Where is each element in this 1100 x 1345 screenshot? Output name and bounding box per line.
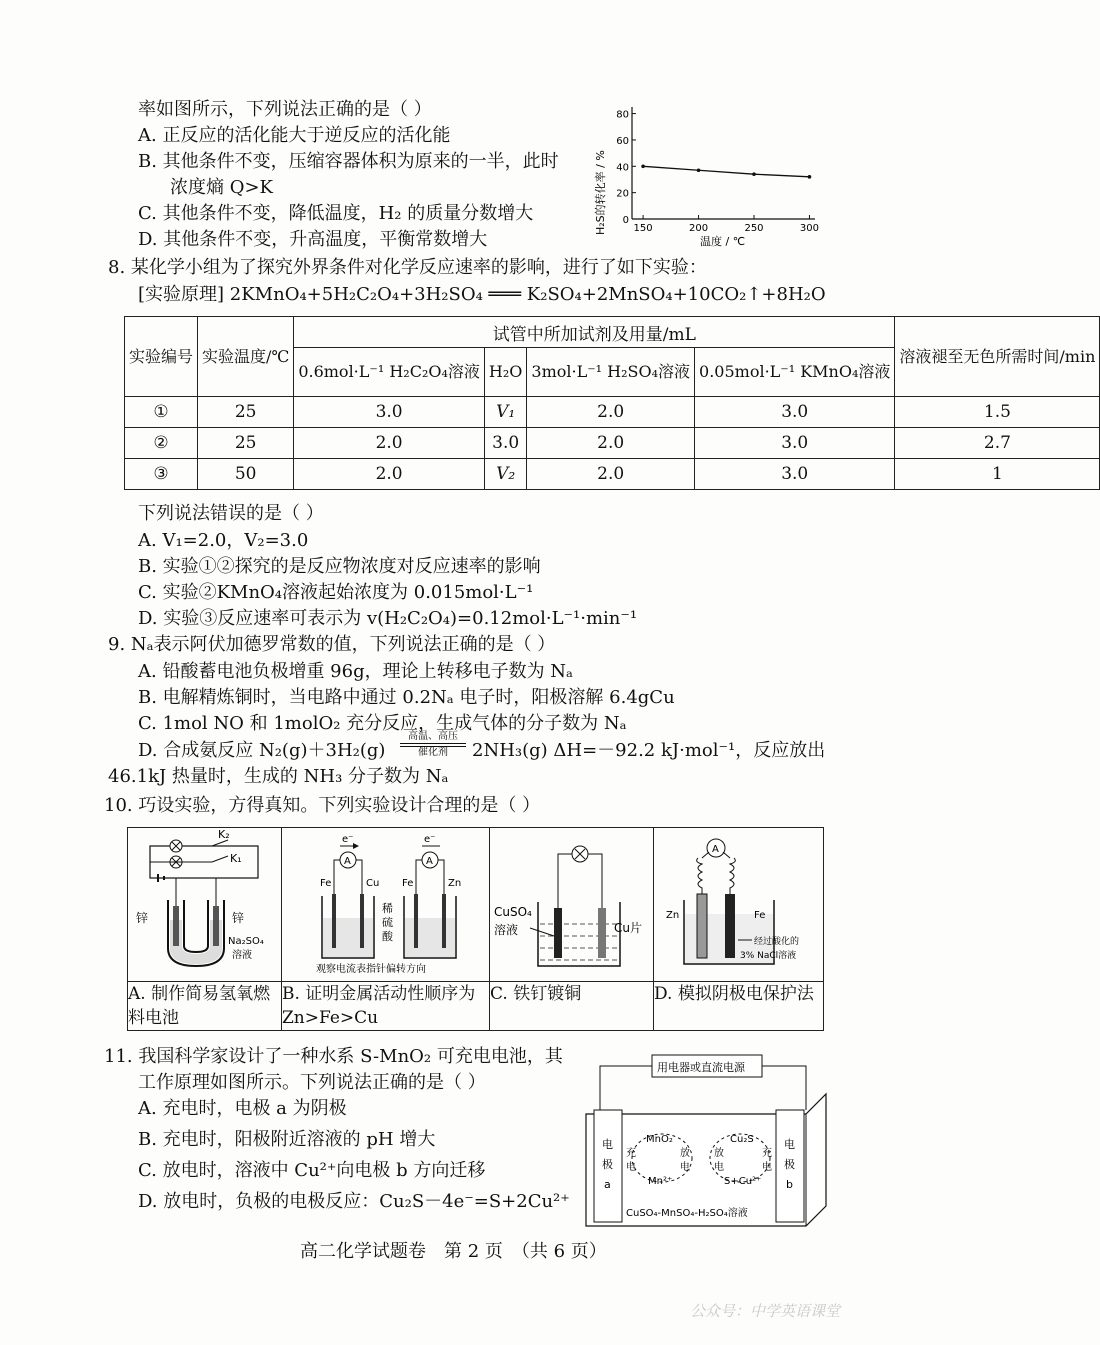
svg-text:CuSO₄-MnSO₄-H₂SO₄溶液: CuSO₄-MnSO₄-H₂SO₄溶液 (626, 1208, 748, 1219)
chart-ylabel: H₂S的转化率 / % (594, 150, 607, 235)
svg-text:锌: 锌 (232, 911, 245, 925)
q8-option-d: D. 实验③反应速率可表示为 v(H₂C₂O₄)=0.12mol·L⁻¹·min⁻¹ (138, 608, 638, 629)
svg-text:充: 充 (626, 1148, 636, 1159)
table-row: ② 25 2.0 3.0 2.0 3.0 2.7 (125, 428, 1100, 459)
q10-figure-grid (127, 827, 824, 1031)
q8-stem: 8. 某化学小组为了探究外界条件对化学反应速率的影响，进行了如下实验： (108, 257, 707, 278)
q11-option-a: A. 充电时，电极 a 为阴极 (138, 1098, 347, 1119)
q7-option-c: C. 其他条件不变，降低温度，H₂ 的质量分数增大 (138, 203, 534, 224)
reaction-condition: 高温、高压 催化剂 (398, 731, 468, 759)
table-row: ③ 50 2.0 V₂ 2.0 3.0 1 (125, 459, 1100, 490)
svg-text:电: 电 (680, 1162, 690, 1173)
svg-text:电: 电 (784, 1138, 795, 1151)
svg-text:经过酸化的: 经过酸化的 (754, 937, 800, 947)
page-footer: 高二化学试题卷 第 2 页 （共 6 页） (300, 1241, 607, 1262)
svg-text:Cu₂S: Cu₂S (730, 1134, 754, 1145)
svg-text:b: b (786, 1178, 793, 1191)
conversion-chart (590, 95, 825, 250)
svg-text:A: A (712, 844, 719, 855)
q9-option-b: B. 电解精炼铜时，当电路中通过 0.2Nₐ 电子时，阳极溶解 6.4gCu (138, 687, 675, 708)
svg-text:电: 电 (762, 1162, 772, 1173)
svg-text:溶液: 溶液 (494, 923, 519, 937)
svg-text:a: a (604, 1178, 611, 1191)
svg-text:e⁻: e⁻ (342, 834, 354, 845)
q8-option-c: C. 实验②KMnO₄溶液起始浓度为 0.015mol·L⁻¹ (138, 582, 534, 603)
activity-series-figure (282, 828, 489, 976)
svg-text:S+Cu²⁺: S+Cu²⁺ (724, 1176, 762, 1187)
fig-b-caption: B. 证明金属活动性顺序为 Zn>Fe>Cu (282, 982, 490, 1031)
th-number: 实验编号 (125, 317, 198, 397)
q11-stem: 11. 我国科学家设计了一种水系 S-MnO₂ 可充电电池，其 (104, 1046, 563, 1067)
svg-text:Cu片: Cu片 (614, 921, 642, 935)
q11-option-b: B. 充电时，阳极附近溶液的 pH 增大 (138, 1129, 436, 1150)
y-tick-label: 20 (616, 188, 629, 200)
svg-text:A: A (344, 856, 351, 867)
q8-option-a: A. V₁=2.0，V₂=3.0 (138, 530, 309, 551)
svg-text:K₁: K₁ (230, 852, 242, 865)
copper-plating-figure (490, 828, 653, 976)
y-tick-label: 0 (622, 215, 629, 226)
data-point (641, 164, 645, 168)
th-kmno4: 0.05mol·L⁻¹ KMnO₄溶液 (695, 348, 895, 397)
q7-option-a: A. 正反应的活化能大于逆反应的活化能 (138, 125, 451, 146)
svg-text:电: 电 (714, 1162, 724, 1173)
fig-a-cell (128, 828, 282, 982)
q9-option-a: A. 铅酸蓄电池负极增重 96g，理论上转移电子数为 Nₐ (138, 661, 574, 682)
svg-text:Na₂SO₄: Na₂SO₄ (228, 936, 264, 947)
svg-text:用电器或直流电源: 用电器或直流电源 (657, 1061, 745, 1074)
svg-text:Zn: Zn (448, 878, 462, 889)
svg-text:观察电流表指针偏转方向: 观察电流表指针偏转方向 (316, 964, 426, 975)
svg-text:Fe: Fe (402, 878, 414, 889)
x-tick-label: 250 (744, 223, 764, 234)
y-tick-label: 60 (616, 135, 629, 147)
svg-text:K₂: K₂ (218, 828, 230, 841)
q8-option-b: B. 实验①②探究的是反应物浓度对反应速率的影响 (138, 556, 541, 577)
y-tick-label: 80 (616, 109, 629, 121)
q7-stem-end: 率如图所示，下列说法正确的是（ ） (138, 99, 432, 120)
th-h2so4: 3mol·L⁻¹ H₂SO₄溶液 (527, 348, 695, 397)
svg-text:Mn²⁺: Mn²⁺ (648, 1176, 673, 1187)
y-tick-label: 40 (616, 162, 629, 174)
data-point (752, 172, 756, 176)
svg-text:放: 放 (714, 1148, 724, 1159)
q11-option-c: C. 放电时，溶液中 Cu²⁺向电极 b 方向迁移 (138, 1160, 486, 1181)
data-point (808, 175, 812, 179)
x-tick-label: 200 (688, 223, 709, 234)
q7-option-b: B. 其他条件不变，压缩容器体积为原来的一半，此时 (138, 151, 559, 172)
fig-c-caption: C. 铁钉镀铜 (490, 982, 654, 1031)
svg-text:Zn: Zn (666, 910, 680, 921)
data-point (697, 168, 701, 172)
svg-text:Fe: Fe (320, 878, 332, 889)
svg-text:极: 极 (784, 1158, 795, 1171)
svg-text:e⁻: e⁻ (424, 834, 436, 845)
watermark: 公众号：中学英语课堂 (690, 1302, 841, 1320)
svg-text:酸: 酸 (382, 930, 393, 943)
x-tick-label: 150 (633, 223, 653, 234)
chart-xlabel: 温度 / ℃ (700, 235, 746, 248)
fig-d-cell (654, 828, 824, 982)
svg-text:MnO₂: MnO₂ (646, 1134, 673, 1145)
battery-figure (580, 1050, 830, 1235)
q9-option-d-cont: 2NH₃(g) ΔH=－92.2 kJ·mol⁻¹，反应放出 (472, 740, 826, 761)
fig-c-cell (490, 828, 654, 982)
q11-option-d: D. 放电时，负极的电极反应：Cu₂S－4e⁻=S+2Cu²⁺ (138, 1191, 570, 1212)
th-h2c2o4: 0.6mol·L⁻¹ H₂C₂O₄溶液 (294, 348, 485, 397)
q9-option-d-cont2: 46.1kJ 热量时，生成的 NH₃ 分子数为 Nₐ (108, 766, 449, 787)
q8-ask: 下列说法错误的是（ ） (138, 503, 324, 524)
svg-text:电: 电 (626, 1162, 636, 1173)
q8-principle: [实验原理] 2KMnO₄+5H₂C₂O₄+3H₂SO₄ ═══ K₂SO₄+2MnSO₄+10CO₂↑+8H₂O (138, 284, 826, 305)
experiment-table (124, 316, 1100, 490)
svg-text:3% NaCl溶液: 3% NaCl溶液 (740, 951, 797, 961)
svg-text:Cu: Cu (366, 878, 380, 889)
q10-stem: 10. 巧设实验，方得真知。下列实验设计合理的是（ ） (104, 795, 541, 816)
fig-b-cell (282, 828, 490, 982)
conversion-line (643, 166, 809, 177)
table-row: ① 25 3.0 V₁ 2.0 3.0 1.5 (125, 397, 1100, 428)
cathodic-protection-figure (654, 828, 823, 976)
svg-text:稀: 稀 (382, 902, 393, 915)
svg-text:极: 极 (602, 1158, 613, 1171)
svg-text:溶液: 溶液 (232, 950, 252, 961)
svg-text:放: 放 (680, 1148, 690, 1159)
svg-text:CuSO₄: CuSO₄ (494, 905, 532, 919)
svg-text:硫: 硫 (382, 916, 393, 929)
q9-option-c: C. 1mol NO 和 1molO₂ 充分反应，生成气体的分子数为 Nₐ (138, 713, 627, 734)
svg-text:Fe: Fe (754, 910, 766, 921)
svg-text:电: 电 (602, 1138, 613, 1151)
svg-text:锌: 锌 (136, 911, 149, 925)
q9-option-d: D. 合成氨反应 N₂(g)＋3H₂(g) (138, 740, 386, 761)
th-temperature: 实验温度/℃ (198, 317, 294, 397)
th-reagents: 试管中所加试剂及用量/mL (294, 317, 895, 348)
x-tick-label: 300 (799, 223, 820, 234)
svg-text:充: 充 (762, 1148, 772, 1159)
fuel-cell-figure (128, 828, 281, 976)
q11-stem-cont: 工作原理如图所示。下列说法正确的是（ ） (138, 1072, 486, 1093)
q7-option-d: D. 其他条件不变，升高温度，平衡常数增大 (138, 229, 488, 250)
th-h2o: H₂O (484, 348, 526, 397)
fig-a-caption: A. 制作简易氢氧燃料电池 (128, 982, 282, 1031)
fig-d-caption: D. 模拟阴极电保护法 (654, 982, 824, 1031)
th-time: 溶液褪至无色所需时间/min (895, 317, 1100, 397)
q9-stem: 9. Nₐ表示阿伏加德罗常数的值，下列说法正确的是（ ） (108, 634, 556, 655)
q7-option-b-cont: 浓度熵 Q>K (170, 177, 274, 198)
svg-text:A: A (426, 856, 433, 867)
